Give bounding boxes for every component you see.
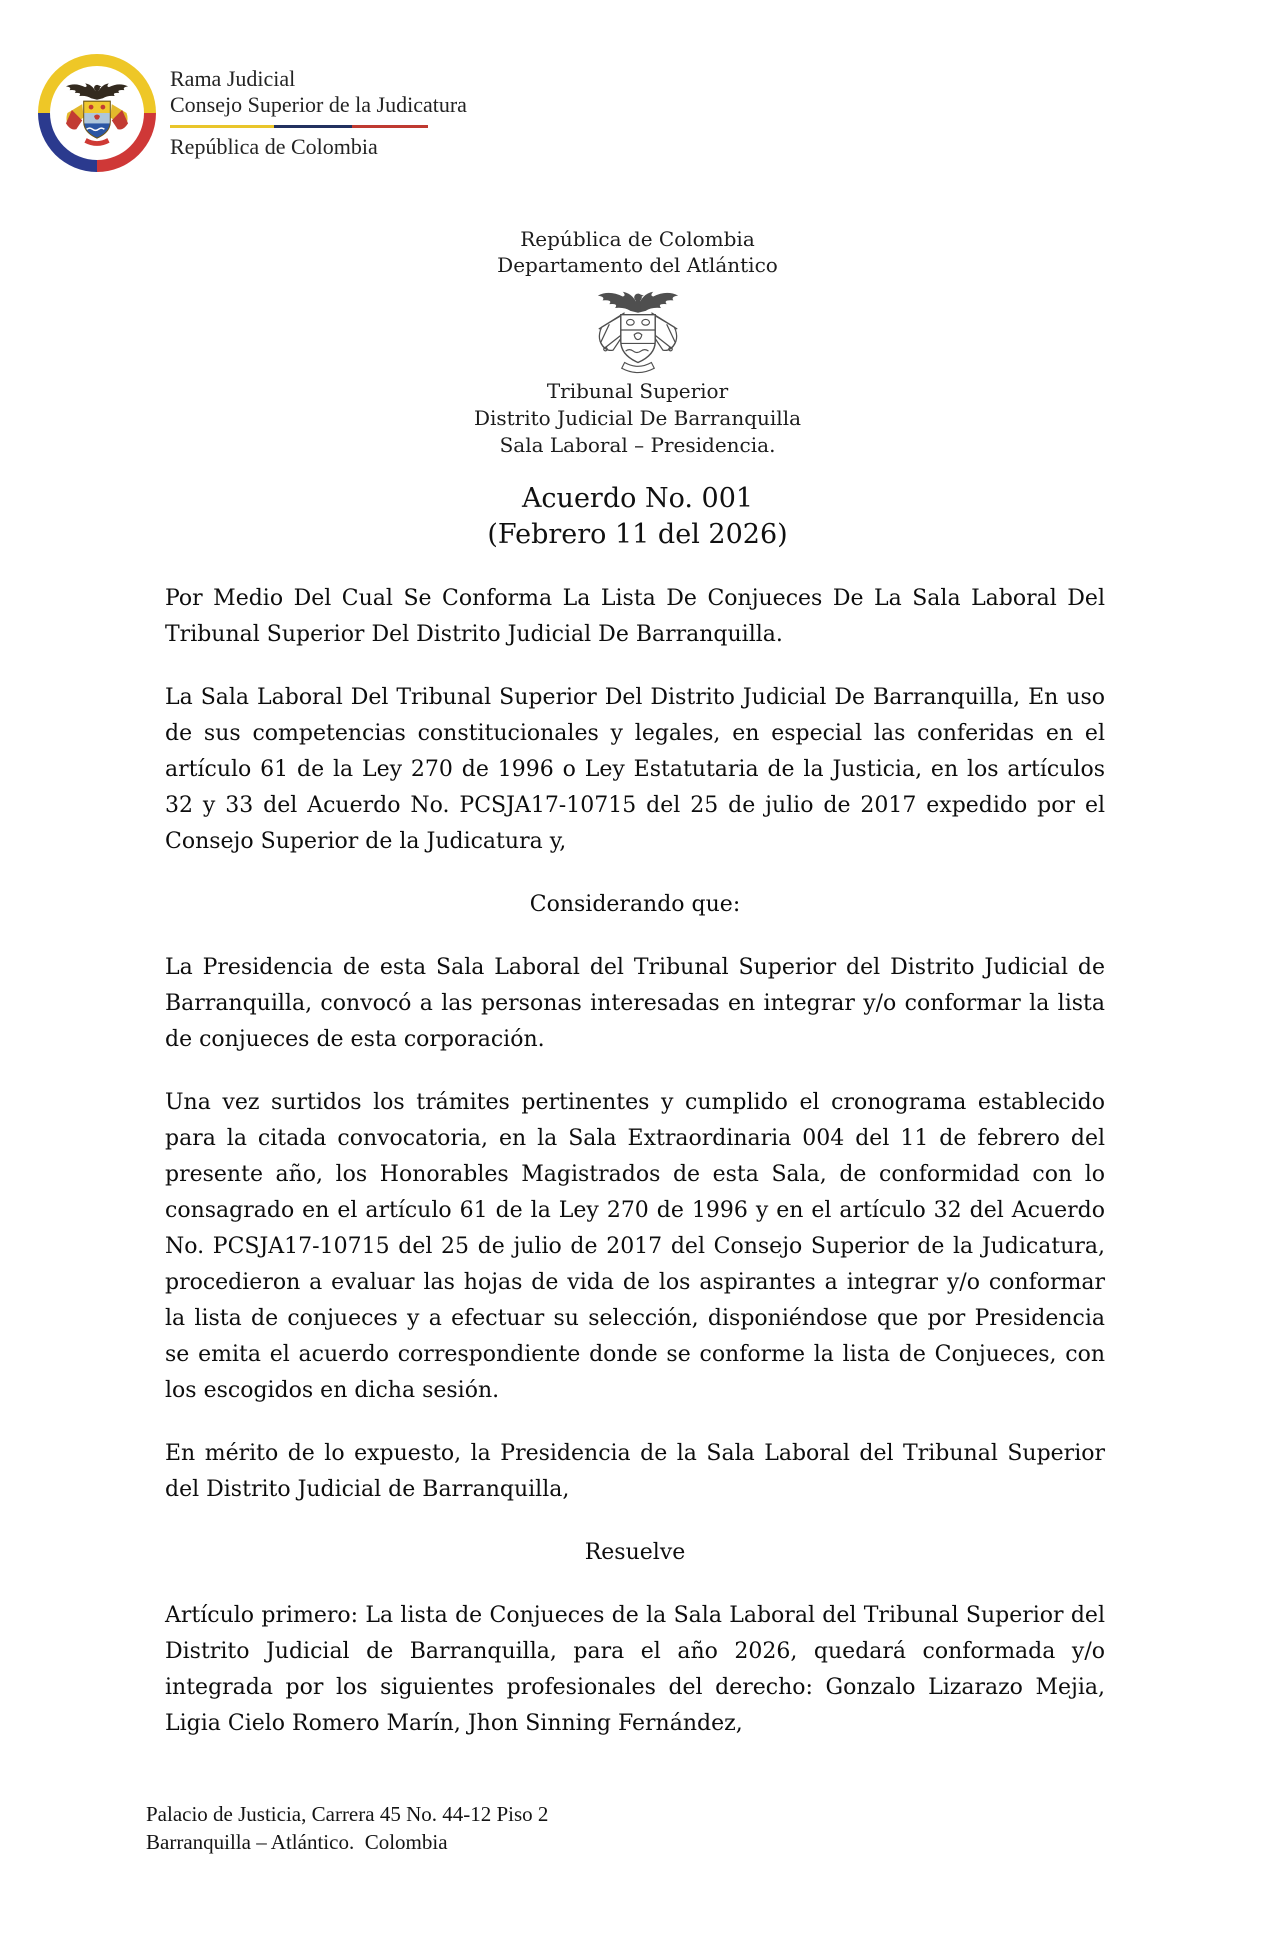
letterhead-department: Departamento del Atlántico [497, 253, 778, 277]
paragraph-presidencia: La Presidencia de esta Sala Laboral del Tribunal Superior del Distrito Judicial de Barranquilla, convocó a las personas interesadas en integrar y/o conformar la lista de conjueces de esta corporación. [165, 955, 1105, 1052]
letterhead-court: Tribunal Superior [546, 379, 729, 403]
brand-tricolor-divider [170, 125, 428, 128]
brand-text [170, 54, 467, 160]
seal-inner-circle [50, 66, 144, 160]
colombia-seal-icon [38, 54, 156, 172]
paragraph-subject: Por Medio Del Cual Se Conforma La Lista De Conjueces De La Sala Laboral Del Tribunal Superior Del Distrito Judicial De Barranquilla. [165, 586, 1105, 647]
letterhead-court-block [0, 378, 1275, 459]
letterhead-country: República de Colombia [520, 227, 755, 251]
footer [146, 1800, 548, 1856]
heading-resuelve: Resuelve [584, 1540, 686, 1565]
brand-line-republica: República de Colombia [170, 134, 378, 159]
divider-yellow-segment [170, 125, 274, 128]
letterhead-chamber: Sala Laboral – Presidencia. [499, 433, 776, 457]
letterhead-district: Distrito Judicial De Barranquilla [473, 406, 802, 430]
paragraph-tramites: Una vez surtidos los trámites pertinentes y cumplido el cronograma establecido para la citada convocatoria, en la Sala Extraordinaria 004 del 11 de febrero del presente año, los Honorables Magistrados de esta Sala, de conformidad con lo consagrado en el artículo 61 de la Ley 270 de 1996 y en el artículo 32 del Acuerdo No. PCSJA17-10715 del 25 de julio de 2017 del Consejo Superior de la Judicatura, procedieron a evaluar las hojas de vida de los aspirantes a integrar y/o conformar la lista de conjueces y a efectuar su selección, disponiéndose que por Presidencia se emita el acuerdo correspondiente donde se conforme la lista de Conjueces, con los escogidos en dicha sesión. [165, 1090, 1105, 1403]
divider-red-segment [352, 125, 428, 128]
paragraph-articulo-primero: Artículo primero: La lista de Conjueces de la Sala Laboral del Tribunal Superior del Distrito Judicial de Barranquilla, para el año 2026, quedará conformada y/o integrada por los siguientes profesionales del derecho: Gonzalo Lizarazo Mejia, Ligia Cielo Romero Marín, Jhon Sinning Fernández, [165, 1603, 1105, 1736]
doc-title [0, 481, 1275, 553]
paragraph-preamble: La Sala Laboral Del Tribunal Superior Del Distrito Judicial De Barranquilla, En uso de sus competencias constitucionales y legales, en especial las conferidas en el artículo 61 de la Ley 270 de 1996 o Ley Estatutaria de la Justicia, en los artículos 32 y 33 del Acuerdo No. PCSJA17-10715 del 25 de julio de 2017 expedido por el Consejo Superior de la Judicatura y, [165, 685, 1105, 854]
paragraph-merito: En mérito de lo expuesto, la Presidencia de la Sala Laboral del Tribunal Superior del Distrito Judicial de Barranquilla, [165, 1441, 1105, 1502]
footer-address-line2: Barranquilla – Atlántico. Colombia [146, 1830, 448, 1854]
heading-considerando: Considerando que: [529, 892, 741, 917]
brand-line-rama: Rama Judicial [170, 66, 296, 91]
brand-line-consejo: Consejo Superior de la Judicatura [170, 92, 467, 117]
footer-address-line1: Palacio de Justicia, Carrera 45 No. 44-12 Piso 2 [146, 1802, 549, 1826]
doc-title-date: (Febrero 11 del 2026) [487, 519, 788, 550]
coat-of-arms-color-icon [60, 79, 134, 147]
doc-title-number: Acuerdo No. 001 [521, 483, 754, 514]
brand-logo [38, 54, 467, 172]
document-body [165, 581, 1105, 1742]
divider-blue-segment [274, 125, 352, 128]
coat-of-arms-line-art-icon [590, 286, 686, 374]
